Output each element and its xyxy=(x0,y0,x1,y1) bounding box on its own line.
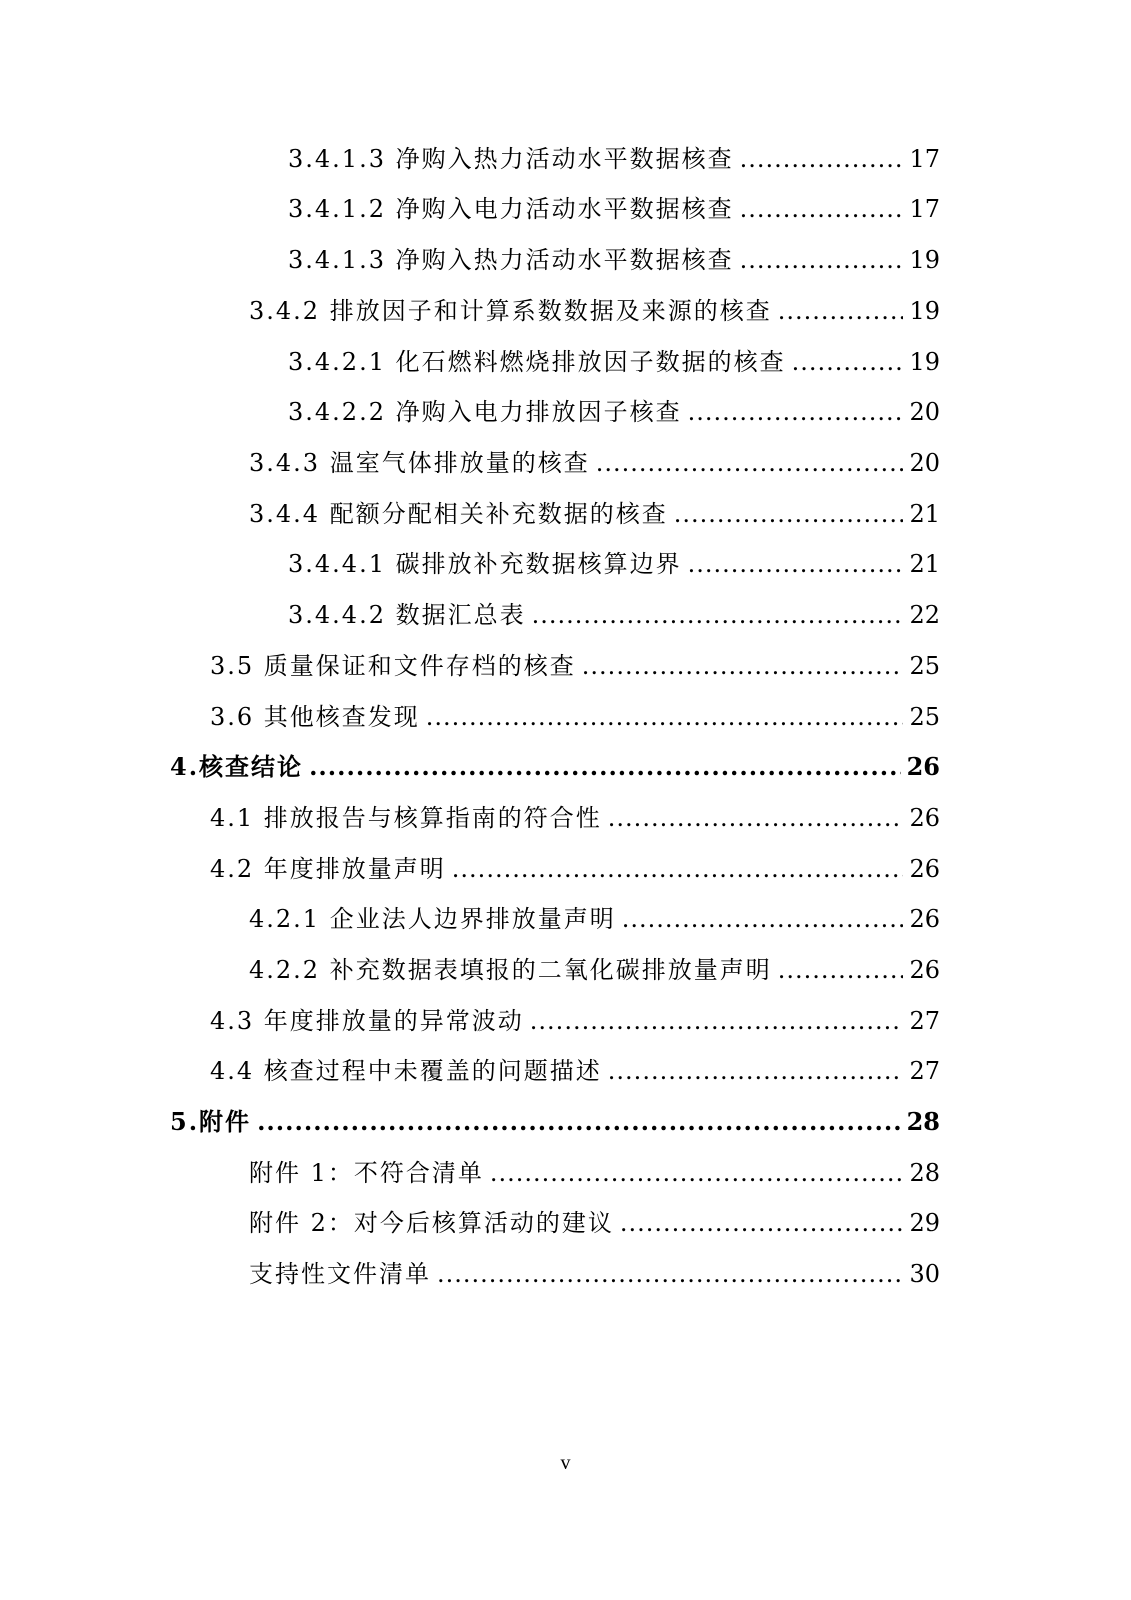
toc-dot-leader xyxy=(792,346,904,378)
toc-entry[interactable] xyxy=(210,1039,940,1087)
toc-entry-label: 3.4.3 温室气体排放量的核查 xyxy=(249,449,590,477)
toc-entry-page: 19 xyxy=(909,246,940,274)
toc-dot-leader xyxy=(778,954,904,986)
toc-entry[interactable] xyxy=(210,786,940,834)
toc-entry-label: 3.5 质量保证和文件存档的核查 xyxy=(210,652,576,680)
toc-entry-label: 3.4.4.2 数据汇总表 xyxy=(288,601,526,629)
toc-entry[interactable] xyxy=(210,989,940,1037)
toc-entry-label: 4.2.1 企业法人边界排放量声明 xyxy=(249,905,616,933)
toc-dot-leader xyxy=(608,802,904,834)
toc-dot-leader xyxy=(608,1055,904,1087)
toc-entry-page: 19 xyxy=(909,297,940,325)
toc-entry-label: 附件 1：不符合清单 xyxy=(249,1159,484,1187)
toc-entry-page: 26 xyxy=(909,855,940,883)
toc-dot-leader xyxy=(620,1207,904,1239)
toc-entry-label: 4.4 核查过程中未覆盖的问题描述 xyxy=(210,1057,602,1085)
toc-entry-page: 26 xyxy=(909,905,940,933)
toc-entry-label: 3.4.4.1 碳排放补充数据核算边界 xyxy=(288,550,682,578)
toc-entry[interactable] xyxy=(288,330,940,378)
toc-entry-page: 25 xyxy=(909,652,940,680)
toc-entry-page: 26 xyxy=(909,956,940,984)
toc-entry-page: 20 xyxy=(909,398,940,426)
toc-dot-leader xyxy=(490,1157,904,1189)
toc-entry-page: 26 xyxy=(909,804,940,832)
toc-entry-page: 26 xyxy=(906,752,940,781)
toc-entry[interactable] xyxy=(288,583,940,631)
toc-entry-page: 17 xyxy=(909,195,940,223)
toc-entry[interactable] xyxy=(249,938,940,986)
toc-dot-leader xyxy=(740,143,904,175)
toc-entry-label: 3.4.2 排放因子和计算系数数据及来源的核查 xyxy=(249,297,772,325)
toc-dot-leader xyxy=(582,650,904,682)
toc-entry-page: 25 xyxy=(909,703,940,731)
toc-entry-label: 4.2.2 补充数据表填报的二氧化碳排放量声明 xyxy=(249,956,772,984)
toc-entry-page: 17 xyxy=(909,145,940,173)
toc-dot-leader xyxy=(740,193,904,225)
toc-dot-leader xyxy=(532,599,904,631)
toc-entry-page: 20 xyxy=(909,449,940,477)
toc-entry[interactable] xyxy=(210,685,940,733)
toc-dot-leader xyxy=(688,548,904,580)
toc-entry-label: 3.4.1.3 净购入热力活动水平数据核查 xyxy=(288,145,734,173)
toc-entry-label: 4.3 年度排放量的异常波动 xyxy=(210,1007,524,1035)
toc-entry[interactable] xyxy=(249,1242,940,1290)
toc-entry[interactable] xyxy=(249,1191,940,1239)
toc-dot-leader xyxy=(622,903,904,935)
toc-entry-label: 3.4.4 配额分配相关补充数据的核查 xyxy=(249,500,668,528)
toc-entry-page: 28 xyxy=(906,1107,940,1136)
toc-entry-page: 21 xyxy=(909,500,940,528)
toc-dot-leader xyxy=(530,1005,904,1037)
toc-entry[interactable] xyxy=(288,177,940,225)
toc-dot-leader xyxy=(688,396,904,428)
toc-entry[interactable] xyxy=(288,532,940,580)
toc-entry-page: 19 xyxy=(909,348,940,376)
toc-dot-leader xyxy=(778,295,904,327)
toc-entry-label: 3.4.2.1 化石燃料燃烧排放因子数据的核查 xyxy=(288,348,786,376)
toc-entry-page: 30 xyxy=(909,1260,940,1288)
toc-dot-leader xyxy=(740,244,904,276)
toc-dot-leader xyxy=(437,1258,903,1290)
toc-entry-label: 4.2 年度排放量声明 xyxy=(210,855,446,883)
toc-entry-page: 21 xyxy=(909,550,940,578)
toc-entry-label: 附件 2：对今后核算活动的建议 xyxy=(249,1209,614,1237)
toc-entry[interactable] xyxy=(210,837,940,885)
toc-entry-page: 27 xyxy=(909,1007,940,1035)
page-number: v xyxy=(560,1452,571,1474)
toc-entry-page: 29 xyxy=(909,1209,940,1237)
toc-chapter-entry[interactable] xyxy=(170,735,940,783)
toc-entry-page: 22 xyxy=(909,601,940,629)
toc-entry-label: 5.附件 xyxy=(170,1107,252,1136)
toc-entry[interactable] xyxy=(249,482,940,530)
toc-entry-label: 3.6 其他核查发现 xyxy=(210,703,420,731)
toc-dot-leader xyxy=(426,701,904,733)
toc-entry[interactable] xyxy=(249,431,940,479)
toc-entry-page: 27 xyxy=(909,1057,940,1085)
toc-dot-leader xyxy=(257,1106,901,1138)
toc-entry[interactable] xyxy=(249,1141,940,1189)
toc-entry-label: 3.4.2.2 净购入电力排放因子核查 xyxy=(288,398,682,426)
toc-entry-label: 4.1 排放报告与核算指南的符合性 xyxy=(210,804,602,832)
toc-entry[interactable] xyxy=(210,634,940,682)
toc-entry-label: 支持性文件清单 xyxy=(249,1260,431,1288)
toc-entry[interactable] xyxy=(288,127,940,175)
toc-entry-label: 3.4.1.2 净购入电力活动水平数据核查 xyxy=(288,195,734,223)
toc-chapter-entry[interactable] xyxy=(170,1090,940,1138)
toc-entry[interactable] xyxy=(249,887,940,935)
toc-dot-leader xyxy=(452,853,904,885)
toc-entry-label: 3.4.1.3 净购入热力活动水平数据核查 xyxy=(288,246,734,274)
toc-entry-label: 4.核查结论 xyxy=(170,752,304,781)
toc-entry-page: 28 xyxy=(909,1159,940,1187)
toc-dot-leader xyxy=(674,498,904,530)
toc-entry[interactable] xyxy=(249,279,940,327)
toc-entry[interactable] xyxy=(288,228,940,276)
toc-dot-leader xyxy=(596,447,904,479)
toc-entry[interactable] xyxy=(288,380,940,428)
toc-dot-leader xyxy=(309,751,901,783)
